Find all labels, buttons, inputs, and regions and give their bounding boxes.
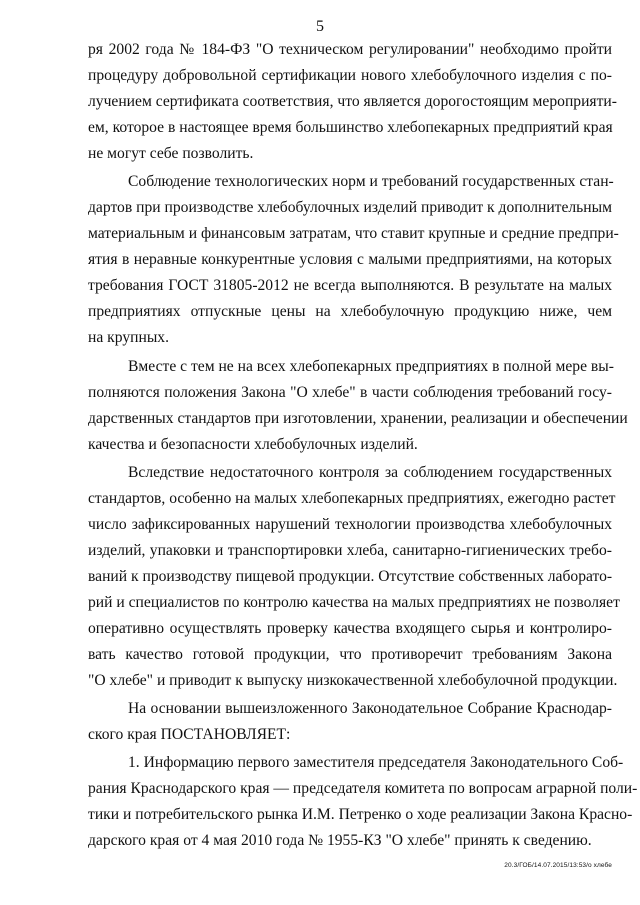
text-line: лучением сертификата соответствия, что является дорогостоящим мероприяти- [88, 93, 617, 110]
text-line: Вместе с тем не на всех хлебопекарных предприятиях в полной мере вы- [128, 358, 614, 375]
text-line: требования ГОСТ 31805-2012 не всегда выполняются. В результате на малых [88, 277, 612, 294]
text-line: дартов при производстве хлебобулочных изделий приводит к дополнительным [88, 199, 612, 216]
footer-document-code: 20.3/ГОБ/14.07.2015/13:53/о хлебе [504, 862, 612, 869]
text-line: ем, которое в настоящее время большинство хлебопекарных предприятий края [88, 119, 613, 136]
text-line: дарственных стандартов при изготовлении, хранении, реализации и обеспечении [88, 410, 628, 427]
text-line: 1. Информацию первого заместителя председателя Законодательного Соб- [128, 754, 624, 771]
page-number: 5 [316, 18, 324, 35]
text-line: полняются положения Закона "О хлебе" в части соблюдения требований госу- [88, 384, 612, 401]
text-line: предприятиях отпускные цены на хлебобулочную продукцию ниже, чем [88, 303, 612, 320]
text-line: изделий, упаковки и транспортировки хлеба, санитарно-гигиенических требо- [88, 542, 612, 559]
text-line: стандартов, особенно на малых хлебопекарных предприятиях, ежегодно растет [88, 490, 616, 507]
text-line: рания Краснодарского края — председателя комитета по вопросам аграрной поли- [88, 780, 638, 797]
text-line: на крупных. [88, 329, 169, 346]
text-line: качества и безопасности хлебобулочных изделий. [88, 436, 418, 453]
text-line: дарского края от 4 мая 2010 года № 1955-КЗ "О хлебе" принять к сведению. [88, 832, 592, 849]
text-line: рий и специалистов по контролю качества на малых предприятиях не позволяет [88, 594, 620, 611]
text-line: "О хлебе" и приводит к выпуску низкокачественной хлебобулочной продукции. [88, 672, 618, 689]
text-line: процедуру добровольной сертификации нового хлебобулочного изделия с по- [88, 67, 612, 84]
text-line: На основании вышеизложенного Законодательное Собрание Краснодар- [128, 700, 612, 717]
text-line: вать качество готовой продукции, что противоречит требованиям Закона [88, 646, 612, 663]
text-line: ского края ПОСТАНОВЛЯЕТ: [88, 726, 291, 743]
text-line: число зафиксированных нарушений технологии производства хлебобулочных [88, 516, 612, 533]
text-line: Вследствие недостаточного контроля за соблюдением государственных [128, 464, 612, 481]
text-line: тики и потребительского рынка И.М. Петренко о ходе реализации Закона Красно- [88, 806, 633, 823]
text-line: ря 2002 года № 184-ФЗ "О техническом регулировании" необходимо пройти [88, 41, 612, 58]
text-line: Соблюдение технологических норм и требований государственных стан- [128, 173, 614, 190]
text-line: ятия в неравные конкурентные условия с малыми предприятиями, на которых [88, 251, 612, 268]
text-line: ваний к производству пищевой продукции. Отсутствие собственных лаборато- [88, 568, 613, 585]
text-line: не могут себе позволить. [88, 145, 254, 162]
text-line: оперативно осуществлять проверку качества входящего сырья и контролиро- [88, 620, 612, 637]
text-line: материальным и финансовым затратам, что ставит крупные и средние предпри- [88, 225, 619, 242]
